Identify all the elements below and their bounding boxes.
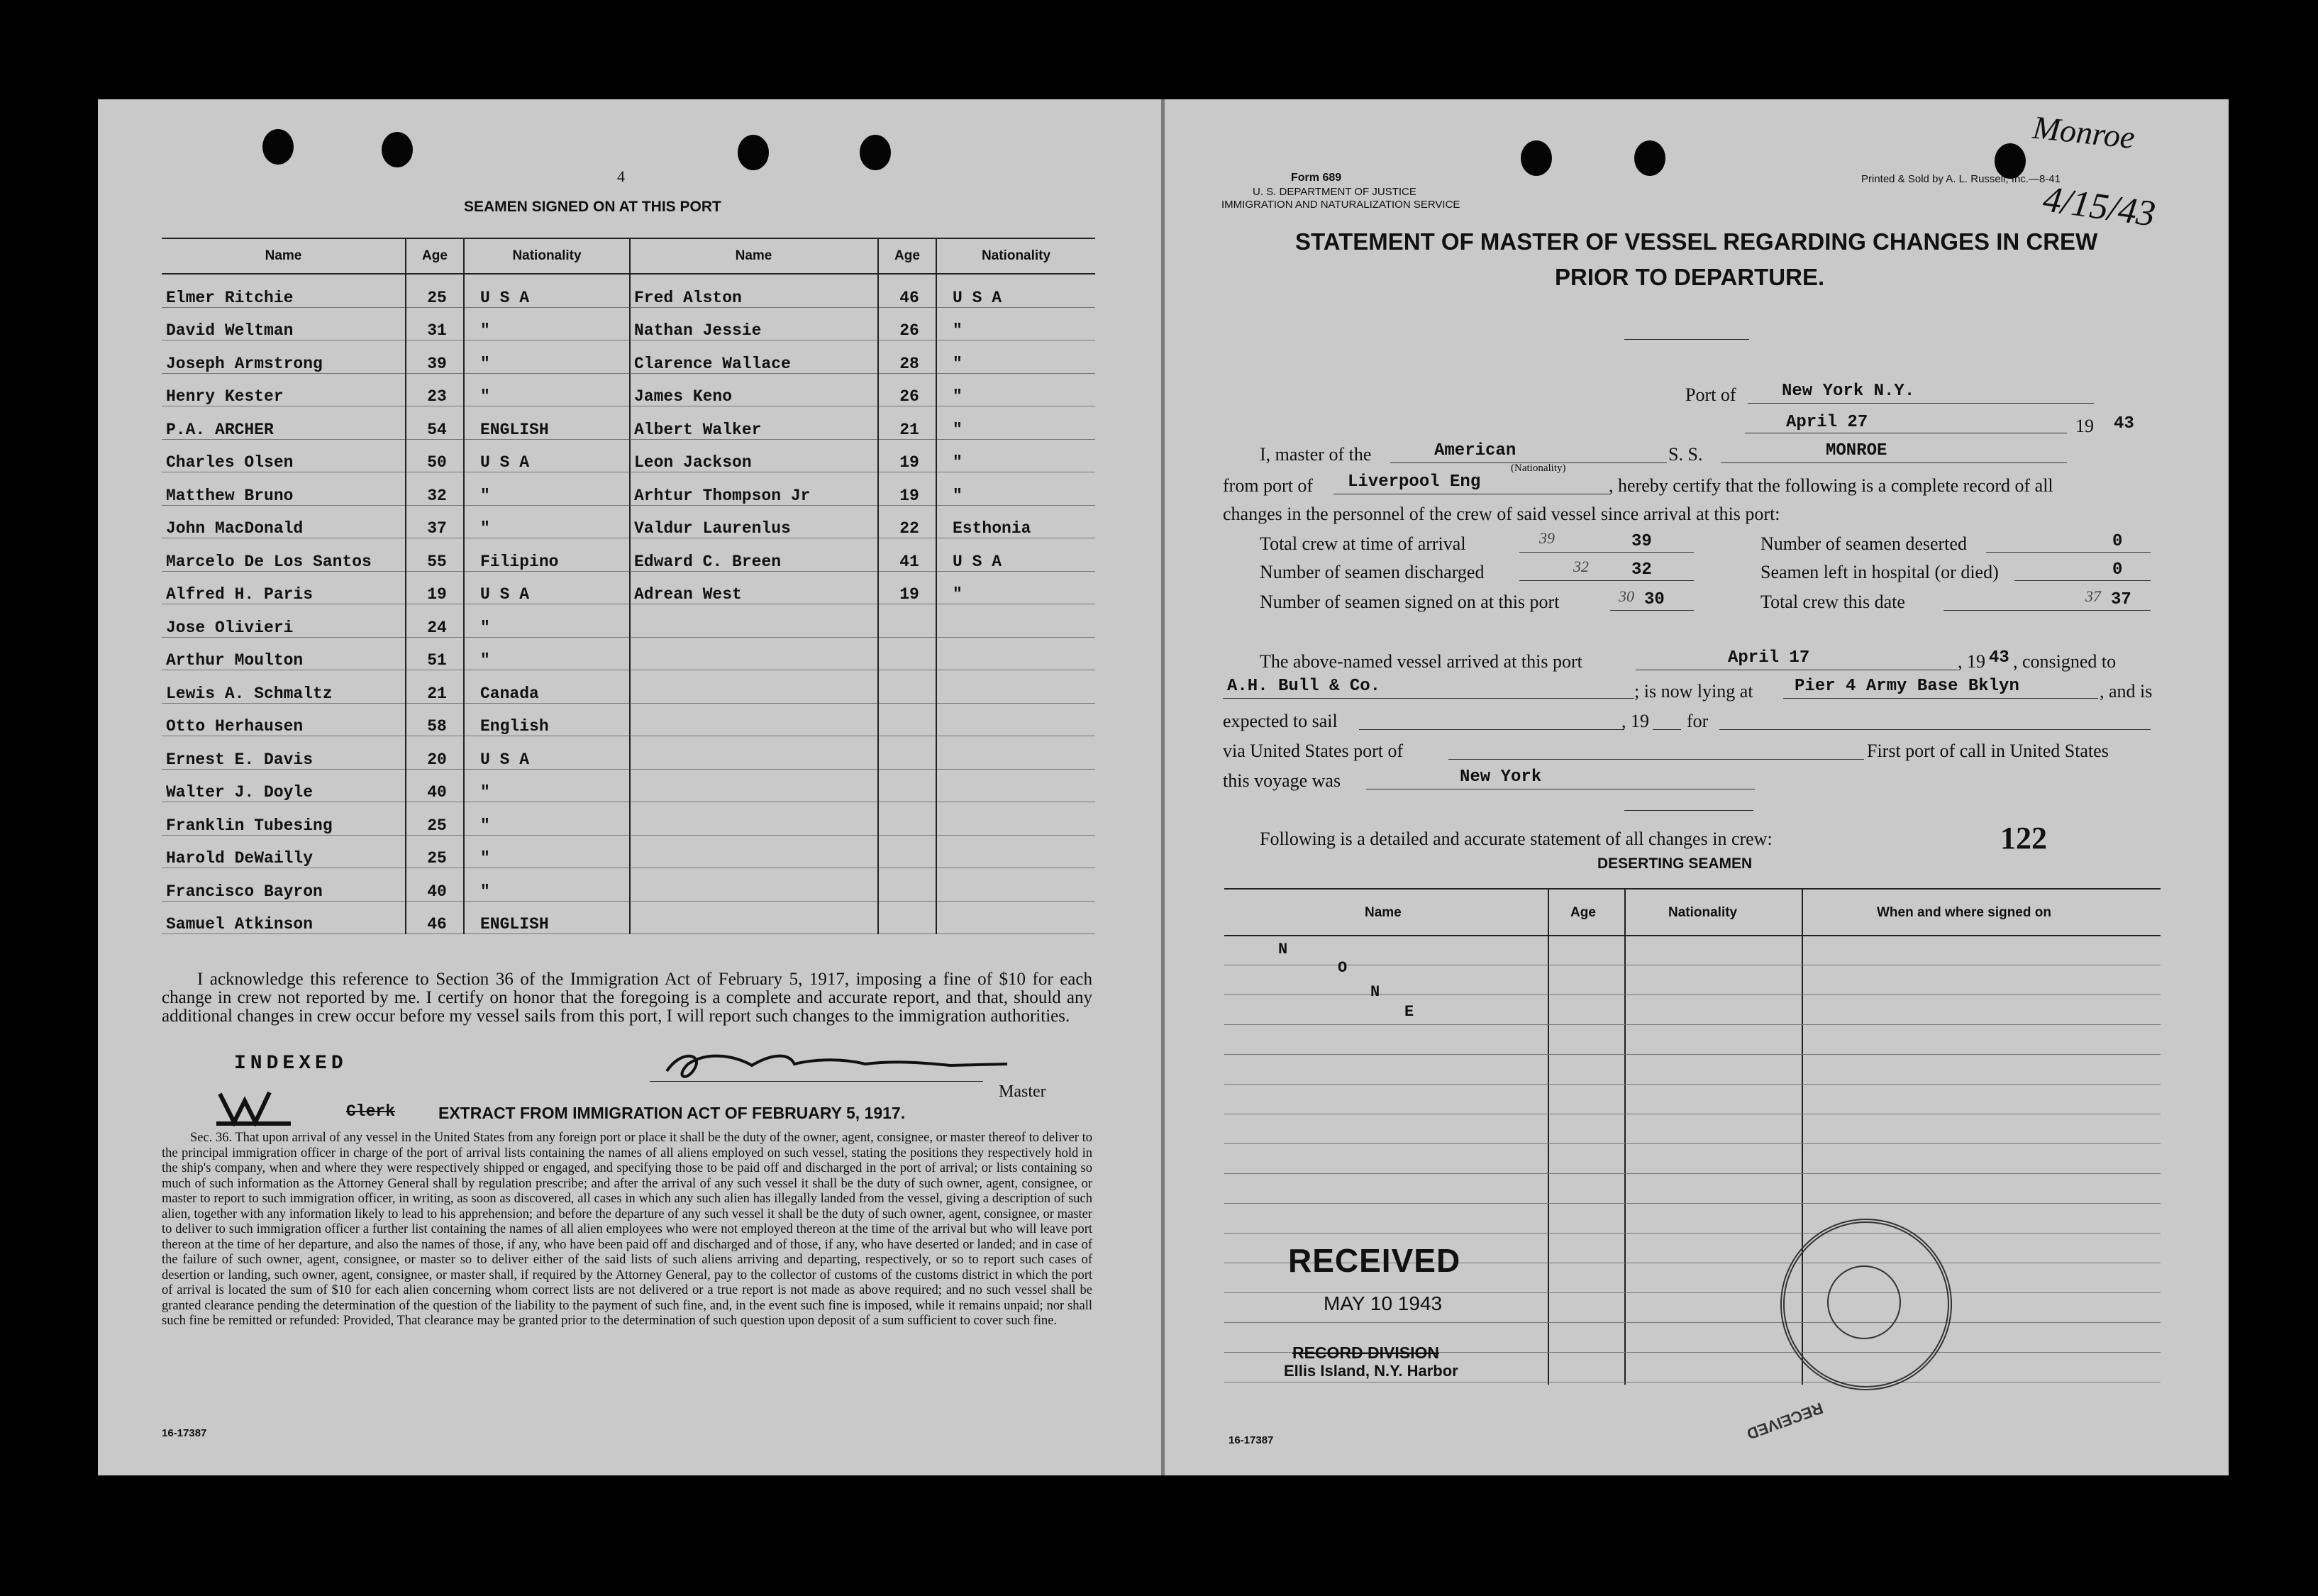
cell-nationality: " bbox=[464, 340, 630, 374]
table-row bbox=[162, 505, 630, 538]
crew-table-left bbox=[162, 238, 631, 934]
cell-age: 26 bbox=[878, 373, 936, 406]
table-row bbox=[162, 835, 630, 868]
arrived-date: April 17 bbox=[1728, 648, 1810, 667]
form-number: Form 689 bbox=[1291, 172, 1342, 184]
cell-nationality bbox=[936, 835, 1095, 868]
cell-name: Elmer Ritchie bbox=[162, 274, 406, 307]
title-rule bbox=[1624, 339, 1749, 340]
cell-age bbox=[878, 670, 936, 704]
voyage-text: this voyage was bbox=[1223, 770, 1341, 791]
desert-col-sep bbox=[1548, 888, 1549, 1385]
cell-age: 51 bbox=[406, 637, 464, 670]
discharged-pencil: 32 bbox=[1573, 558, 1589, 575]
cell-nationality bbox=[936, 670, 1095, 704]
punch-hole bbox=[860, 135, 891, 170]
table-row bbox=[162, 901, 630, 934]
desert-row-line bbox=[1224, 1084, 2161, 1085]
voyage-port: New York bbox=[1460, 767, 1542, 787]
hospital-label: Seamen left in hospital (or died) bbox=[1760, 562, 1999, 582]
col-nationality: Nationality bbox=[464, 238, 630, 274]
total-date-value: 37 bbox=[2111, 590, 2131, 609]
table-row bbox=[162, 868, 630, 902]
acknowledgement-text: I acknowledge this reference to Section 36 of the Immigration Act of February 5, 1917, imposing a fine of $10 for each change in crew not reported by me. I certify on honor that the foregoing is a complete and accurate report, and that, should any additional changes in crew occur before my vessel sails from this port, I will report such changes to the immigration authorities. bbox=[162, 970, 1092, 1026]
cell-nationality: " bbox=[464, 505, 630, 538]
extract-text: Sec. 36. That upon arrival of any vessel in the United States from any foreign port or place it shall be the duty of the owner, agent, consignee, or master thereof to deliver to the principal immigration officer in charge of the port of arrival lists containing the names of all aliens employed on such vessel, stating the positions they respectively hold in the ship's company, when and where they were respectively shipped or engaged, and specifying those to be paid off and discharged in the port of arrival; or lists containing so much of such information as the Attorney General shall by regulation prescribe; and after the arrival of any such vessel it shall be the duty of such owner, agent, consignee, or master to report to such immigration officer, in writing, as soon as discovered, all cases in which any such alien has illegally landed from the vessel, giving a description of such alien, together with any information likely to lead to his apprehension; and before the departure of any such vessel it shall be the duty of such owner, agent, consignee, or master to deliver to such immigration officer a further list containing the names of all alien employees who were not employed thereon at the time of the arrival but who will leave port thereon at the time of her departure, and also the names of those, if any, who have been paid off and discharged and of those, if any, who have deserted or landed; and in case of the failure of such owner, agent, consignee, or master so to deliver either of the said lists of such aliens arriving and departing, respectively, or so to report such cases of desertion or landing, such owner, agent, consignee, or master shall, if required by the Attorney General, pay to the collector of customs of the customs district in which the port of arrival is located the sum of $10 for each alien concerning whom correct lists are not delivered or a true report is not made as above required; and no such vessel shall be granted clearance pending the determination of the question of the liability to the payment of such fine, and, in the event such fine is imposed, while it remains unpaid; nor shall such fine be remitted or refunded: Provided, That clearance may be granted prior to the determination of such question upon deposit of a sum sufficient to cover such fine. bbox=[162, 1131, 1092, 1328]
received-stamp-date: MAY 10 1943 bbox=[1324, 1292, 1443, 1314]
signed-on-label: Number of seamen signed on at this port bbox=[1260, 592, 1560, 612]
table-row bbox=[630, 406, 1095, 440]
cell-name: Henry Kester bbox=[162, 373, 406, 406]
desert-row-line bbox=[1224, 1233, 2161, 1234]
cell-nationality: English bbox=[464, 703, 630, 736]
cell-name: Joseph Armstrong bbox=[162, 340, 406, 374]
cell-age: 28 bbox=[878, 340, 936, 374]
cell-nationality: " bbox=[936, 307, 1095, 340]
discharged-value: 32 bbox=[1631, 560, 1652, 580]
cell-age bbox=[878, 802, 936, 836]
cell-nationality: Filipino bbox=[464, 538, 630, 572]
cell-nationality: U S A bbox=[464, 439, 630, 472]
cell-name: Nathan Jessie bbox=[630, 307, 878, 340]
cell-age: 19 bbox=[406, 571, 464, 604]
cell-name bbox=[630, 604, 878, 638]
punch-hole bbox=[262, 129, 294, 165]
form-code-left: 16-17387 bbox=[162, 1427, 207, 1439]
cell-name bbox=[630, 901, 878, 934]
port-underline bbox=[1748, 403, 2094, 404]
cell-name: P.A. ARCHER bbox=[162, 406, 406, 440]
cell-nationality: ENGLISH bbox=[464, 406, 630, 440]
cell-name: Jose Olivieri bbox=[162, 604, 406, 638]
received-stamp-title: RECEIVED bbox=[1288, 1242, 1461, 1279]
table-row bbox=[630, 439, 1095, 472]
cell-name bbox=[630, 637, 878, 670]
handwritten-vessel-name: Monroe bbox=[2031, 109, 2137, 156]
cell-nationality bbox=[936, 637, 1095, 670]
signature-line bbox=[650, 1081, 983, 1082]
cell-age: 25 bbox=[406, 802, 464, 836]
cell-nationality bbox=[936, 736, 1095, 770]
cell-nationality: " bbox=[464, 604, 630, 638]
table-row bbox=[162, 670, 630, 704]
cell-name: Adrean West bbox=[630, 571, 878, 604]
punch-hole bbox=[738, 135, 769, 170]
signed-on-value: 30 bbox=[1644, 590, 1665, 609]
year-value: 43 bbox=[2114, 414, 2134, 433]
cell-name: John MacDonald bbox=[162, 505, 406, 538]
expected-underline bbox=[1359, 729, 1624, 730]
cell-name: Harold DeWailly bbox=[162, 835, 406, 868]
cell-nationality bbox=[936, 604, 1095, 638]
extract-title: EXTRACT FROM IMMIGRATION ACT OF FEBRUARY 5, 1917. bbox=[438, 1104, 906, 1122]
cell-name bbox=[630, 802, 878, 836]
first-port-text: First port of call in United States bbox=[1867, 741, 2109, 761]
cell-nationality: U S A bbox=[464, 571, 630, 604]
cell-nationality bbox=[936, 703, 1095, 736]
cell-age bbox=[878, 637, 936, 670]
cell-nationality: " bbox=[464, 373, 630, 406]
clerk-initials bbox=[213, 1087, 298, 1129]
deserted-label: Number of seamen deserted bbox=[1760, 533, 1967, 554]
cell-age: 40 bbox=[406, 868, 464, 902]
pier-underline bbox=[1783, 698, 2098, 699]
handwritten-count: 122 bbox=[2000, 821, 2047, 855]
cell-age: 19 bbox=[878, 439, 936, 472]
deserted-value: 0 bbox=[2112, 532, 2123, 551]
cell-name: Walter J. Doyle bbox=[162, 769, 406, 802]
cell-nationality: " bbox=[464, 637, 630, 670]
table-row bbox=[162, 736, 630, 770]
changes-text: changes in the personnel of the crew of said vessel since arrival at this port: bbox=[1223, 504, 1780, 524]
cell-name: Albert Walker bbox=[630, 406, 878, 440]
cell-age: 25 bbox=[406, 835, 464, 868]
table-row bbox=[630, 670, 1095, 704]
cell-name: Arthur Moulton bbox=[162, 637, 406, 670]
cell-nationality bbox=[936, 901, 1095, 934]
table-row bbox=[630, 274, 1095, 307]
nationality-value: American bbox=[1434, 441, 1516, 460]
table-row bbox=[630, 769, 1095, 802]
printer-note: Printed & Sold by A. L. Russell, Inc.—8-41 bbox=[1861, 173, 2061, 185]
table-row bbox=[630, 868, 1095, 902]
cell-age: 22 bbox=[878, 505, 936, 538]
punch-hole bbox=[382, 132, 413, 167]
table-row bbox=[630, 604, 1095, 638]
cell-name: Valdur Laurenlus bbox=[630, 505, 878, 538]
total-date-underline bbox=[1943, 610, 2151, 611]
for-text: for bbox=[1687, 711, 1709, 731]
table-row bbox=[162, 571, 630, 604]
cell-nationality: " bbox=[936, 571, 1095, 604]
cell-name bbox=[630, 835, 878, 868]
cell-nationality bbox=[936, 769, 1095, 802]
table-row bbox=[630, 637, 1095, 670]
cell-name: Francisco Bayron bbox=[162, 868, 406, 902]
col-nationality: Nationality bbox=[936, 238, 1095, 274]
arrived-year: 43 bbox=[1989, 648, 2009, 667]
ss-label: S. S. bbox=[1668, 444, 1703, 465]
port-label: Port of bbox=[1685, 384, 1736, 405]
cell-name bbox=[630, 868, 878, 902]
via-underline bbox=[1448, 759, 1864, 760]
table-row bbox=[630, 538, 1095, 572]
table-row bbox=[630, 901, 1095, 934]
nationality-caption: (Nationality) bbox=[1511, 462, 1566, 474]
master-signature bbox=[653, 1036, 1021, 1085]
department-name: U. S. DEPARTMENT OF JUSTICE bbox=[1253, 186, 1416, 198]
cell-name: Samuel Atkinson bbox=[162, 901, 406, 934]
table-row bbox=[162, 637, 630, 670]
cell-name: Ernest E. Davis bbox=[162, 736, 406, 770]
cell-age: 23 bbox=[406, 373, 464, 406]
none-letter: O bbox=[1338, 959, 1348, 977]
cell-nationality: U S A bbox=[936, 538, 1095, 572]
desert-row-line bbox=[1224, 1322, 2161, 1323]
via-text: via United States port of bbox=[1223, 741, 1404, 761]
expected-text: expected to sail bbox=[1223, 711, 1338, 731]
table-row bbox=[162, 802, 630, 836]
cell-age bbox=[878, 901, 936, 934]
cell-age: 46 bbox=[878, 274, 936, 307]
cell-age: 19 bbox=[878, 571, 936, 604]
none-letter: N bbox=[1370, 983, 1380, 1001]
cell-age: 26 bbox=[878, 307, 936, 340]
total-arrival-value: 39 bbox=[1631, 532, 1652, 551]
punch-hole bbox=[1634, 140, 1665, 176]
cell-name bbox=[630, 736, 878, 770]
total-date-label: Total crew this date bbox=[1760, 592, 1905, 612]
cell-nationality: " bbox=[464, 802, 630, 836]
table-row bbox=[162, 373, 630, 406]
cell-age bbox=[878, 769, 936, 802]
signed-on-underline bbox=[1610, 610, 1694, 611]
cell-nationality: Canada bbox=[464, 670, 630, 704]
cell-nationality: " bbox=[936, 340, 1095, 374]
cell-age bbox=[878, 835, 936, 868]
cell-name: Edward C. Breen bbox=[630, 538, 878, 572]
cell-age: 54 bbox=[406, 406, 464, 440]
col-name: Name bbox=[162, 238, 406, 274]
cell-name: Marcelo De Los Santos bbox=[162, 538, 406, 572]
form-title-line1: STATEMENT OF MASTER OF VESSEL REGARDING CHANGES IN CREW bbox=[1295, 228, 2098, 255]
for-underline bbox=[1719, 729, 2151, 730]
section-rule bbox=[1624, 810, 1753, 811]
desert-row-line bbox=[1224, 994, 2161, 995]
cell-nationality: " bbox=[464, 472, 630, 506]
form-title-line2: PRIOR TO DEPARTURE. bbox=[1555, 264, 1825, 290]
vessel-name: MONROE bbox=[1826, 441, 1887, 460]
left-title: SEAMEN SIGNED ON AT THIS PORT bbox=[464, 199, 721, 215]
cell-name: Matthew Bruno bbox=[162, 472, 406, 506]
table-row bbox=[162, 538, 630, 572]
table-row bbox=[162, 439, 630, 472]
cell-age: 24 bbox=[406, 604, 464, 638]
cell-name: Arhtur Thompson Jr bbox=[630, 472, 878, 506]
table-row bbox=[162, 340, 630, 374]
cell-name: Alfred H. Paris bbox=[162, 571, 406, 604]
cell-age: 39 bbox=[406, 340, 464, 374]
year-prefix: 19 bbox=[2075, 416, 2094, 436]
table-row bbox=[630, 340, 1095, 374]
cell-age: 20 bbox=[406, 736, 464, 770]
indexed-stamp: INDEXED bbox=[234, 1053, 348, 1075]
from-port-value: Liverpool Eng bbox=[1348, 472, 1481, 492]
from-port-label: from port of bbox=[1223, 475, 1314, 496]
cell-age: 19 bbox=[878, 472, 936, 506]
hospital-value: 0 bbox=[2112, 560, 2123, 580]
desert-col-nationality: Nationality bbox=[1668, 905, 1738, 920]
table-row bbox=[630, 373, 1095, 406]
signed-on-pencil: 30 bbox=[1619, 587, 1634, 605]
table-row bbox=[162, 604, 630, 638]
col-age: Age bbox=[878, 238, 936, 274]
cell-age: 58 bbox=[406, 703, 464, 736]
desert-row-line bbox=[1224, 1173, 2161, 1174]
table-row bbox=[630, 307, 1095, 340]
clerk-label: Clerk bbox=[346, 1102, 396, 1121]
cell-name: Charles Olsen bbox=[162, 439, 406, 472]
cell-nationality bbox=[936, 802, 1095, 836]
none-letter: E bbox=[1404, 1003, 1414, 1021]
cell-name bbox=[630, 670, 878, 704]
form-code-right: 16-17387 bbox=[1229, 1434, 1274, 1446]
consigned-text: , consigned to bbox=[2013, 651, 2117, 672]
vessel-underline bbox=[1721, 462, 2067, 463]
cell-nationality: U S A bbox=[464, 736, 630, 770]
cell-age: 25 bbox=[406, 274, 464, 307]
deserting-title: DESERTING SEAMEN bbox=[1597, 855, 1753, 872]
punch-hole bbox=[1521, 140, 1552, 176]
col-name: Name bbox=[630, 238, 878, 274]
cell-name: Fred Alston bbox=[630, 274, 878, 307]
and-is-text: , and is bbox=[2100, 681, 2153, 702]
following-text: Following is a detailed and accurate statement of all changes in crew: bbox=[1260, 829, 1773, 849]
cell-nationality: U S A bbox=[936, 274, 1095, 307]
desert-row-line bbox=[1224, 1024, 2161, 1025]
desert-top-rule bbox=[1224, 888, 2161, 890]
cell-name: David Weltman bbox=[162, 307, 406, 340]
expected-year-underline bbox=[1653, 729, 1681, 730]
table-row bbox=[630, 472, 1095, 506]
cell-nationality: " bbox=[464, 307, 630, 340]
page-fold bbox=[1161, 99, 1165, 1475]
table-row bbox=[630, 703, 1095, 736]
received-stamp-division: RECORD DIVISION bbox=[1292, 1343, 1440, 1362]
cell-age: 32 bbox=[406, 472, 464, 506]
cell-nationality: " bbox=[936, 406, 1095, 440]
cell-nationality bbox=[936, 868, 1095, 902]
cell-age: 31 bbox=[406, 307, 464, 340]
cell-name: Lewis A. Schmaltz bbox=[162, 670, 406, 704]
cell-nationality: " bbox=[936, 439, 1095, 472]
master-label: Master bbox=[999, 1082, 1046, 1101]
cell-age: 40 bbox=[406, 769, 464, 802]
none-letter: N bbox=[1278, 941, 1288, 958]
date-value: April 27 bbox=[1786, 413, 1868, 432]
table-row bbox=[630, 736, 1095, 770]
cell-age: 55 bbox=[406, 538, 464, 572]
table-row bbox=[630, 802, 1095, 836]
desert-col-name: Name bbox=[1365, 905, 1402, 920]
cell-age bbox=[878, 868, 936, 902]
crew-table-right bbox=[630, 238, 1095, 934]
cell-nationality: Esthonia bbox=[936, 505, 1095, 538]
service-name: IMMIGRATION AND NATURALIZATION SERVICE bbox=[1221, 199, 1460, 211]
desert-col-age: Age bbox=[1570, 905, 1596, 920]
table-row bbox=[162, 406, 630, 440]
cell-nationality: U S A bbox=[464, 274, 630, 307]
lying-text: ; is now lying at bbox=[1634, 681, 1753, 702]
certify-text: , hereby certify that the following is a complete record of all bbox=[1609, 475, 2053, 496]
consignee-value: A.H. Bull & Co. bbox=[1227, 677, 1381, 696]
desert-col-when: When and where signed on bbox=[1877, 905, 2051, 920]
desert-row-line bbox=[1224, 1143, 2161, 1144]
table-row bbox=[162, 472, 630, 506]
page-number: 4 bbox=[617, 167, 625, 185]
cell-name bbox=[630, 703, 878, 736]
desert-col-sep bbox=[1624, 888, 1626, 1385]
received-stamp-place: Ellis Island, N.Y. Harbor bbox=[1284, 1362, 1458, 1380]
cell-name bbox=[630, 769, 878, 802]
discharged-label: Number of seamen discharged bbox=[1260, 562, 1485, 582]
cell-age: 37 bbox=[406, 505, 464, 538]
desert-header-rule bbox=[1224, 935, 2161, 936]
table-row bbox=[162, 703, 630, 736]
arrived-year-prefix: , 19 bbox=[1958, 651, 1985, 672]
cell-name: Franklin Tubesing bbox=[162, 802, 406, 836]
total-arrival-underline bbox=[1519, 552, 1694, 553]
cell-nationality: " bbox=[464, 868, 630, 902]
handwritten-date: 4/15/43 bbox=[2040, 179, 2158, 235]
cell-name: Clarence Wallace bbox=[630, 340, 878, 374]
cell-nationality: " bbox=[936, 373, 1095, 406]
total-arrival-pencil: 39 bbox=[1539, 529, 1555, 547]
table-row bbox=[630, 571, 1095, 604]
total-date-pencil: 37 bbox=[2085, 587, 2101, 605]
cell-name: James Keno bbox=[630, 373, 878, 406]
arrived-text: The above-named vessel arrived at this port bbox=[1260, 651, 1582, 672]
desert-row-line bbox=[1224, 1054, 2161, 1055]
hospital-underline bbox=[2014, 580, 2151, 581]
cell-nationality: " bbox=[464, 769, 630, 802]
deserted-underline bbox=[1986, 552, 2151, 553]
table-row bbox=[630, 835, 1095, 868]
cell-age: 21 bbox=[406, 670, 464, 704]
discharged-underline bbox=[1519, 580, 1694, 581]
cell-age bbox=[878, 703, 936, 736]
cell-age: 41 bbox=[878, 538, 936, 572]
cell-age bbox=[878, 604, 936, 638]
cell-age: 21 bbox=[878, 406, 936, 440]
table-row bbox=[162, 274, 630, 307]
col-age: Age bbox=[406, 238, 464, 274]
cell-age: 50 bbox=[406, 439, 464, 472]
round-postmark-stamp bbox=[1780, 1219, 1952, 1390]
master-of-label: I, master of the bbox=[1260, 444, 1372, 465]
table-row bbox=[162, 769, 630, 802]
table-row bbox=[162, 307, 630, 340]
cell-nationality: " bbox=[936, 472, 1095, 506]
cell-nationality: ENGLISH bbox=[464, 901, 630, 934]
port-value: New York N.Y. bbox=[1782, 382, 1915, 401]
round-stamp-text: RECEIVED bbox=[1744, 1399, 1826, 1443]
table-row bbox=[630, 505, 1095, 538]
pier-value: Pier 4 Army Base Bklyn bbox=[1795, 677, 2019, 696]
cell-age bbox=[878, 736, 936, 770]
expected-year: , 19 bbox=[1621, 711, 1649, 731]
cell-name: Otto Herhausen bbox=[162, 703, 406, 736]
cell-name: Leon Jackson bbox=[630, 439, 878, 472]
desert-row-line bbox=[1224, 1203, 2161, 1204]
total-arrival-label: Total crew at time of arrival bbox=[1260, 533, 1466, 554]
cell-age: 46 bbox=[406, 901, 464, 934]
cell-nationality: " bbox=[464, 835, 630, 868]
consignee-underline bbox=[1223, 698, 1634, 699]
